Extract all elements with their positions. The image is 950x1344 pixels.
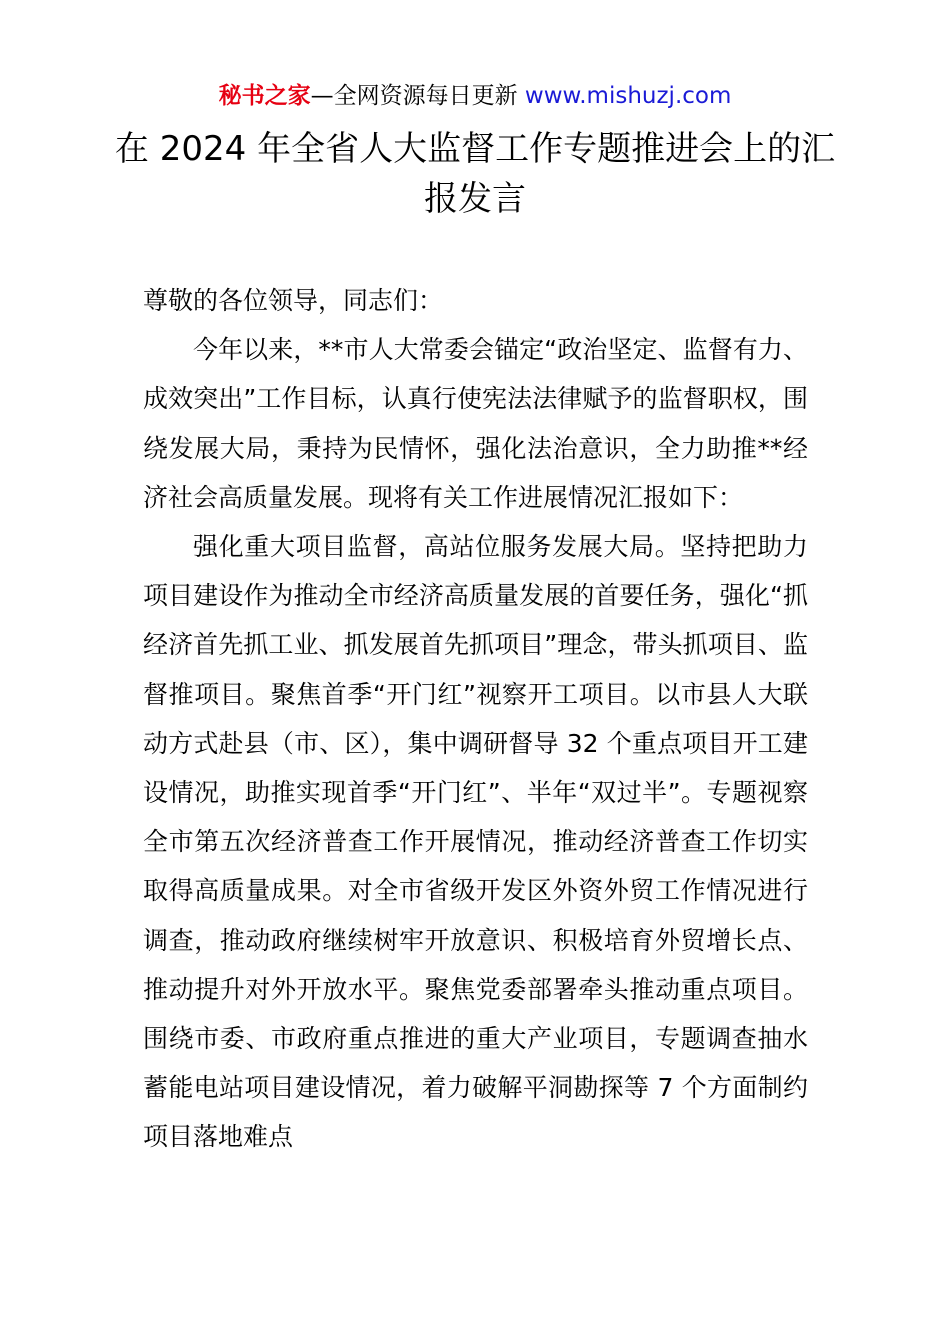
document-body <box>143 276 808 1162</box>
site-banner <box>0 80 950 112</box>
paragraph-projects: 强化重大项目监督，高站位服务发展大局。坚持把助力项目建设作为推动全市经济高质量发展的首要任务，强化“抓经济首先抓工业、抓发展首先抓项目”理念，带头抓项目、监督推项目。聚焦首季“开门红”视察开工项目。以市县人大联动方式赴县（市、区），集中调研督导 32 个重点项目开工建设情况，助推实现首季“开门红”、半年“双过半”。专题视察全市第五次经济普查工作开展情况，推动经济普查工作切实取得高质量成果。对全市省级开发区外资外贸工作情况进行调查，推动政府继续树牢开放意识、积极培育外贸增长点、推动提升对外开放水平。聚焦党委部署牵头推动重点项目。围绕市委、市政府重点推进的重大产业项目，专题调查抽水蓄能电站项目建设情况，着力破解平洞勘探等 7 个方面制约项目落地难点 <box>143 532 808 1152</box>
document-title: 在 2024 年全省人大监督工作专题推进会上的汇报发言 <box>114 129 836 219</box>
brand-name: 秘书之家 <box>218 83 311 109</box>
site-url-link[interactable]: www.mishuzj.com <box>524 83 732 109</box>
banner-tagline: —全网资源每日更新 <box>310 83 525 109</box>
salutation: 尊敬的各位领导，同志们： <box>143 286 444 315</box>
paragraph-intro: 今年以来，**市人大常委会锚定“政治坚定、监督有力、成效突出”工作目标，认真行使宪法法律赋予的监督职权，围绕发展大局，秉持为民情怀，强化法治意识，全力助推**经济社会高质量发展。现将有关工作进展情况汇报如下： <box>143 335 808 512</box>
